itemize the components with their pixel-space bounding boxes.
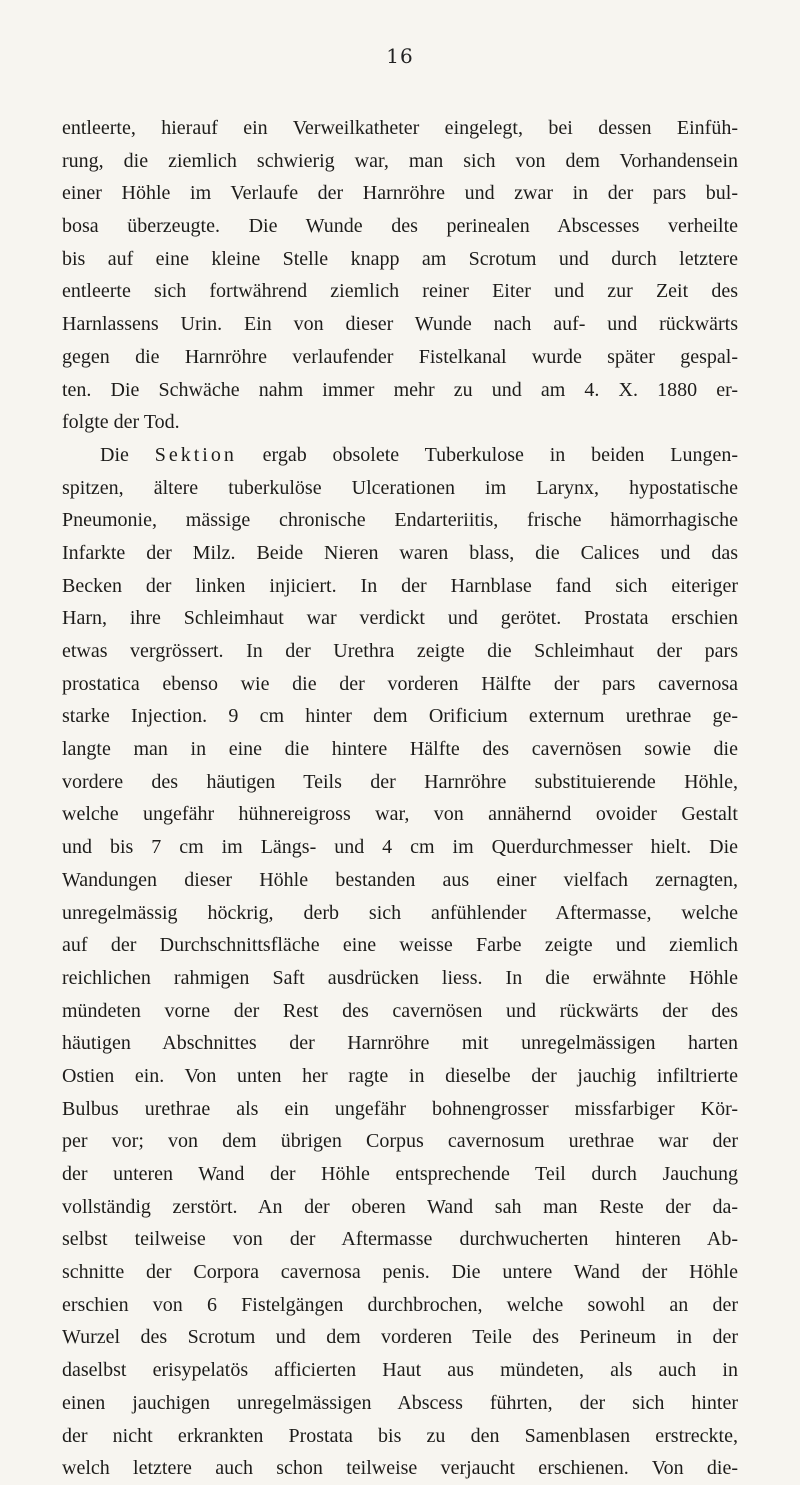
text-line: entleerte sich fortwährend ziemlich reiner Eiter und zur Zeit des — [62, 280, 738, 303]
text-line: ten. Die Schwäche nahm immer mehr zu und am 4. X. 1880 er- — [62, 378, 738, 401]
text-line: einer Höhle im Verlaufe der Harnröhre und zwar in der pars bul- — [62, 182, 738, 205]
text-line: welche ungefähr hühnereigross war, von annähernd ovoider Gestalt — [62, 803, 738, 826]
text-line: vollständig zerstört. An der oberen Wand sah man Reste der da- — [62, 1195, 738, 1218]
emphasized-word: Sektion — [154, 443, 237, 466]
text-line: vordere des häutigen Teils der Harnröhre substituierende Höhle, — [62, 770, 738, 793]
body-text — [62, 112, 738, 1485]
text-line: Wurzel des Scrotum und dem vorderen Teile des Perineum in der — [62, 1326, 738, 1349]
text-line: spitzen, ältere tuberkulöse Ulcerationen im Larynx, hypostatische — [62, 476, 738, 499]
page-number: 16 — [386, 44, 414, 68]
text-line: mündeten vorne der Rest des cavernösen und rückwärts der des — [62, 999, 738, 1022]
text-line: folgte der Tod. — [62, 411, 180, 434]
text-line: starke Injection. 9 cm hinter dem Orificium externum urethrae ge- — [62, 705, 738, 728]
text-line: welch letztere auch schon teilweise verjaucht erschienen. Von die- — [62, 1457, 738, 1480]
text-line: Pneumonie, mässige chronische Endarteriitis, frische hämorrhagische — [62, 509, 738, 532]
text-line: rung, die ziemlich schwierig war, man sich von dem Vorhandensein — [62, 149, 738, 172]
text-line: selbst teilweise von der Aftermasse durchwucherten hinteren Ab- — [62, 1228, 738, 1251]
text-line: erschien von 6 Fistelgängen durchbrochen, welche sowohl an der — [62, 1293, 738, 1316]
text-line: schnitte der Corpora cavernosa penis. Die untere Wand der Höhle — [62, 1261, 738, 1284]
text-line-first: Die Sektion ergab obsolete Tuberkulose in beiden Lungen- — [100, 443, 738, 466]
text-line: häutigen Abschnittes der Harnröhre mit unregelmässigen harten — [62, 1032, 738, 1055]
text-line: Becken der linken injiciert. In der Harnblase fand sich eiteriger — [62, 574, 738, 597]
text-line: Harnlassens Urin. Ein von dieser Wunde nach auf- und rückwärts — [62, 313, 738, 336]
text-line: per vor; von dem übrigen Corpus cavernosum urethrae war der — [62, 1130, 738, 1153]
text-line: auf der Durchschnittsfläche eine weisse Farbe zeigte und ziemlich — [62, 934, 738, 957]
text-line: bis auf eine kleine Stelle knapp am Scrotum und durch letztere — [62, 247, 738, 270]
text-line: einen jauchigen unregelmässigen Abscess führten, der sich hinter — [62, 1391, 738, 1414]
text-line: Harn, ihre Schleimhaut war verdickt und gerötet. Prostata erschien — [62, 607, 738, 630]
text-line: entleerte, hierauf ein Verweilkatheter eingelegt, bei dessen Einfüh- — [62, 117, 738, 139]
text-line: Wandungen dieser Höhle bestanden aus einer vielfach zernagten, — [62, 868, 738, 891]
text-line: der nicht erkrankten Prostata bis zu den Samenblasen erstreckte, — [62, 1424, 738, 1447]
text-line: bosa überzeugte. Die Wunde des perinealen Abscesses verheilte — [62, 215, 738, 238]
text-line: etwas vergrössert. In der Urethra zeigte die Schleimhaut der pars — [62, 640, 738, 662]
text-line: langte man in eine die hintere Hälfte des cavernösen sowie die — [62, 738, 738, 761]
text-line: Ostien ein. Von unten her ragte in dieselbe der jauchig infiltrierte — [62, 1064, 738, 1087]
text-line: daselbst erisypelatös afficierten Haut aus mündeten, als auch in — [62, 1359, 738, 1382]
text-line: gegen die Harnröhre verlaufender Fistelkanal wurde später gespal- — [62, 345, 738, 368]
text-line: Bulbus urethrae als ein ungefähr bohnengrosser missfarbiger Kör- — [62, 1097, 738, 1120]
text-line: Infarkte der Milz. Beide Nieren waren blass, die Calices und das — [62, 541, 738, 564]
text-line: prostatica ebenso wie die der vorderen Hälfte der pars cavernosa — [62, 672, 738, 695]
text-line: der unteren Wand der Höhle entsprechende Teil durch Jauchung — [62, 1163, 738, 1185]
paragraph-1 — [62, 112, 738, 439]
text-line: unregelmässig höckrig, derb sich anfühlender Aftermasse, welche — [62, 901, 738, 924]
text-line: reichlichen rahmigen Saft ausdrücken liess. In die erwähnte Höhle — [62, 966, 738, 989]
text-line: und bis 7 cm im Längs- und 4 cm im Querdurchmesser hielt. Die — [62, 836, 738, 859]
paragraph-2 — [62, 439, 738, 1485]
